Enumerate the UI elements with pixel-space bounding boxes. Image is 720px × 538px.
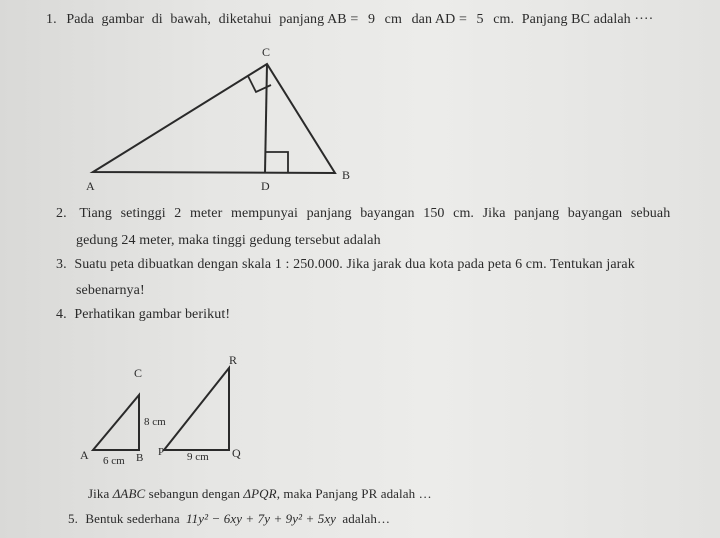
question-4-number: 4. <box>56 307 67 322</box>
label-q: Q <box>232 446 241 460</box>
label-r: R <box>229 353 238 367</box>
question-1-ad-value: = 5 cm. <box>458 12 515 27</box>
label-a-small: A <box>80 448 89 462</box>
label-c-small: C <box>134 366 143 380</box>
question-1-text-before: Pada gambar di bawah, diketahui panjang <box>66 12 325 27</box>
question-4-caption <box>88 486 432 502</box>
question-1-ab-value: = 9 cm <box>350 12 402 27</box>
question-1-and: dan <box>411 12 433 27</box>
question-1-number: 1. <box>46 12 57 27</box>
question-2-line-2: gedung 24 meter, maka tinggi gedung tersebut adalah <box>76 233 381 248</box>
question-5-text-after: adalah… <box>342 511 391 526</box>
question-2-number: 2. <box>56 206 67 221</box>
question-5-instruction: Bentuk sederhana <box>85 511 180 526</box>
question-3-line-2: sebenarnya! <box>76 283 145 298</box>
question-1-text-after: Panjang BC adalah ···· <box>521 12 654 27</box>
label-d: D <box>261 179 270 193</box>
label-c: C <box>262 45 271 59</box>
label-pq-length: 9 cm <box>187 451 209 463</box>
question-4-instruction: Perhatikan gambar berikut! <box>74 307 231 322</box>
question-1-ab-label: AB <box>327 12 347 27</box>
label-p: P <box>158 446 165 458</box>
question-4-caption-after: , maka Panjang PR adalah … <box>276 486 432 501</box>
question-5-text <box>68 511 390 527</box>
label-ab-length: 6 cm <box>103 455 125 467</box>
question-4-caption-middle: sebangun dengan <box>148 486 241 501</box>
label-cb-length: 8 cm <box>144 416 166 428</box>
question-4-caption-before: Jika <box>88 486 110 501</box>
question-5-expression: 11y² − 6xy + 7y + 9y² + 5xy <box>186 511 337 526</box>
label-a: A <box>86 179 95 193</box>
label-b: B <box>342 168 351 182</box>
question-3-text-1: Suatu peta dibuatkan dengan skala 1 : 250.000. Jika jarak dua kota pada peta 6 cm. Tentukan jarak <box>74 257 635 272</box>
question-5-number: 5. <box>68 511 78 526</box>
triangle-abc-small <box>93 395 139 450</box>
label-b-small: B <box>136 452 144 464</box>
question-2-text-1: Tiang setinggi 2 meter mempunyai panjang bayangan 150 cm. Jika panjang bayangan sebuah <box>79 206 671 221</box>
question-4-caption-triangle-2: ΔPQR <box>243 486 277 501</box>
triangle-pqr <box>164 368 229 450</box>
question-3-number: 3. <box>56 257 67 272</box>
question-1-ad-label: AD <box>434 12 456 27</box>
question-4-caption-triangle-1: ΔABC <box>112 486 146 501</box>
